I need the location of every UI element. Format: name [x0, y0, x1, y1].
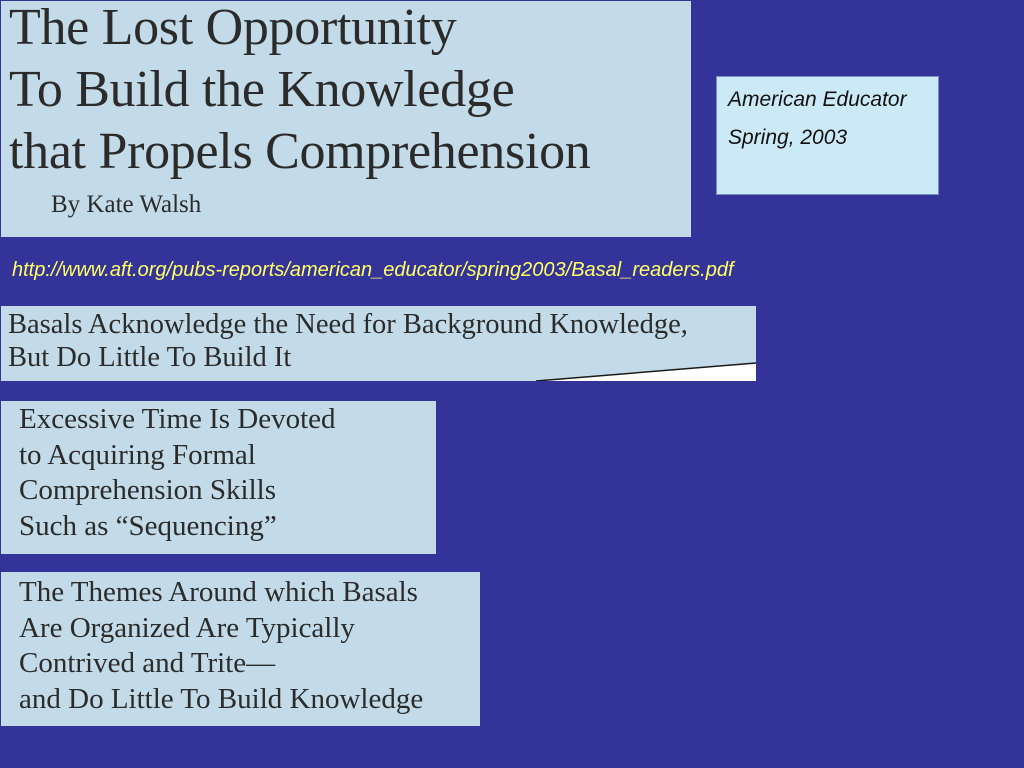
basals-heading-line-1: Basals Acknowledge the Need for Background Knowledge, — [8, 309, 688, 340]
article-title-line-3: that Propels Comprehension — [9, 123, 591, 180]
excessive-time-line-1: Excessive Time Is Devoted — [19, 403, 336, 435]
article-url-link[interactable]: http://www.aft.org/pubs-reports/american_educator/spring2003/Basal_readers.pdf — [12, 259, 734, 281]
source-citation-box — [716, 76, 939, 195]
themes-clipping — [1, 572, 480, 726]
source-date: Spring, 2003 — [728, 126, 848, 149]
article-byline: By Kate Walsh — [51, 191, 202, 218]
themes-line-3: Contrived and Trite— — [19, 647, 276, 679]
article-title-line-1: The Lost Opportunity — [9, 0, 457, 56]
excessive-time-line-2: to Acquiring Formal — [19, 438, 256, 471]
themes-line-4: and Do Little To Build Knowledge — [19, 682, 424, 715]
excessive-time-line-4: Such as “Sequencing” — [19, 509, 277, 542]
basals-heading-clipping — [1, 306, 756, 381]
excessive-time-clipping — [1, 401, 436, 554]
source-publication: American Educator — [728, 88, 907, 111]
themes-line-1: The Themes Around which Basals — [19, 576, 418, 608]
excessive-time-line-3: Comprehension Skills — [19, 474, 276, 506]
article-title-clipping — [1, 1, 691, 237]
basals-heading-line-2: But Do Little To Build It — [8, 342, 292, 373]
article-title-line-2: To Build the Knowledge — [9, 61, 515, 118]
themes-line-2: Are Organized Are Typically — [19, 611, 355, 644]
